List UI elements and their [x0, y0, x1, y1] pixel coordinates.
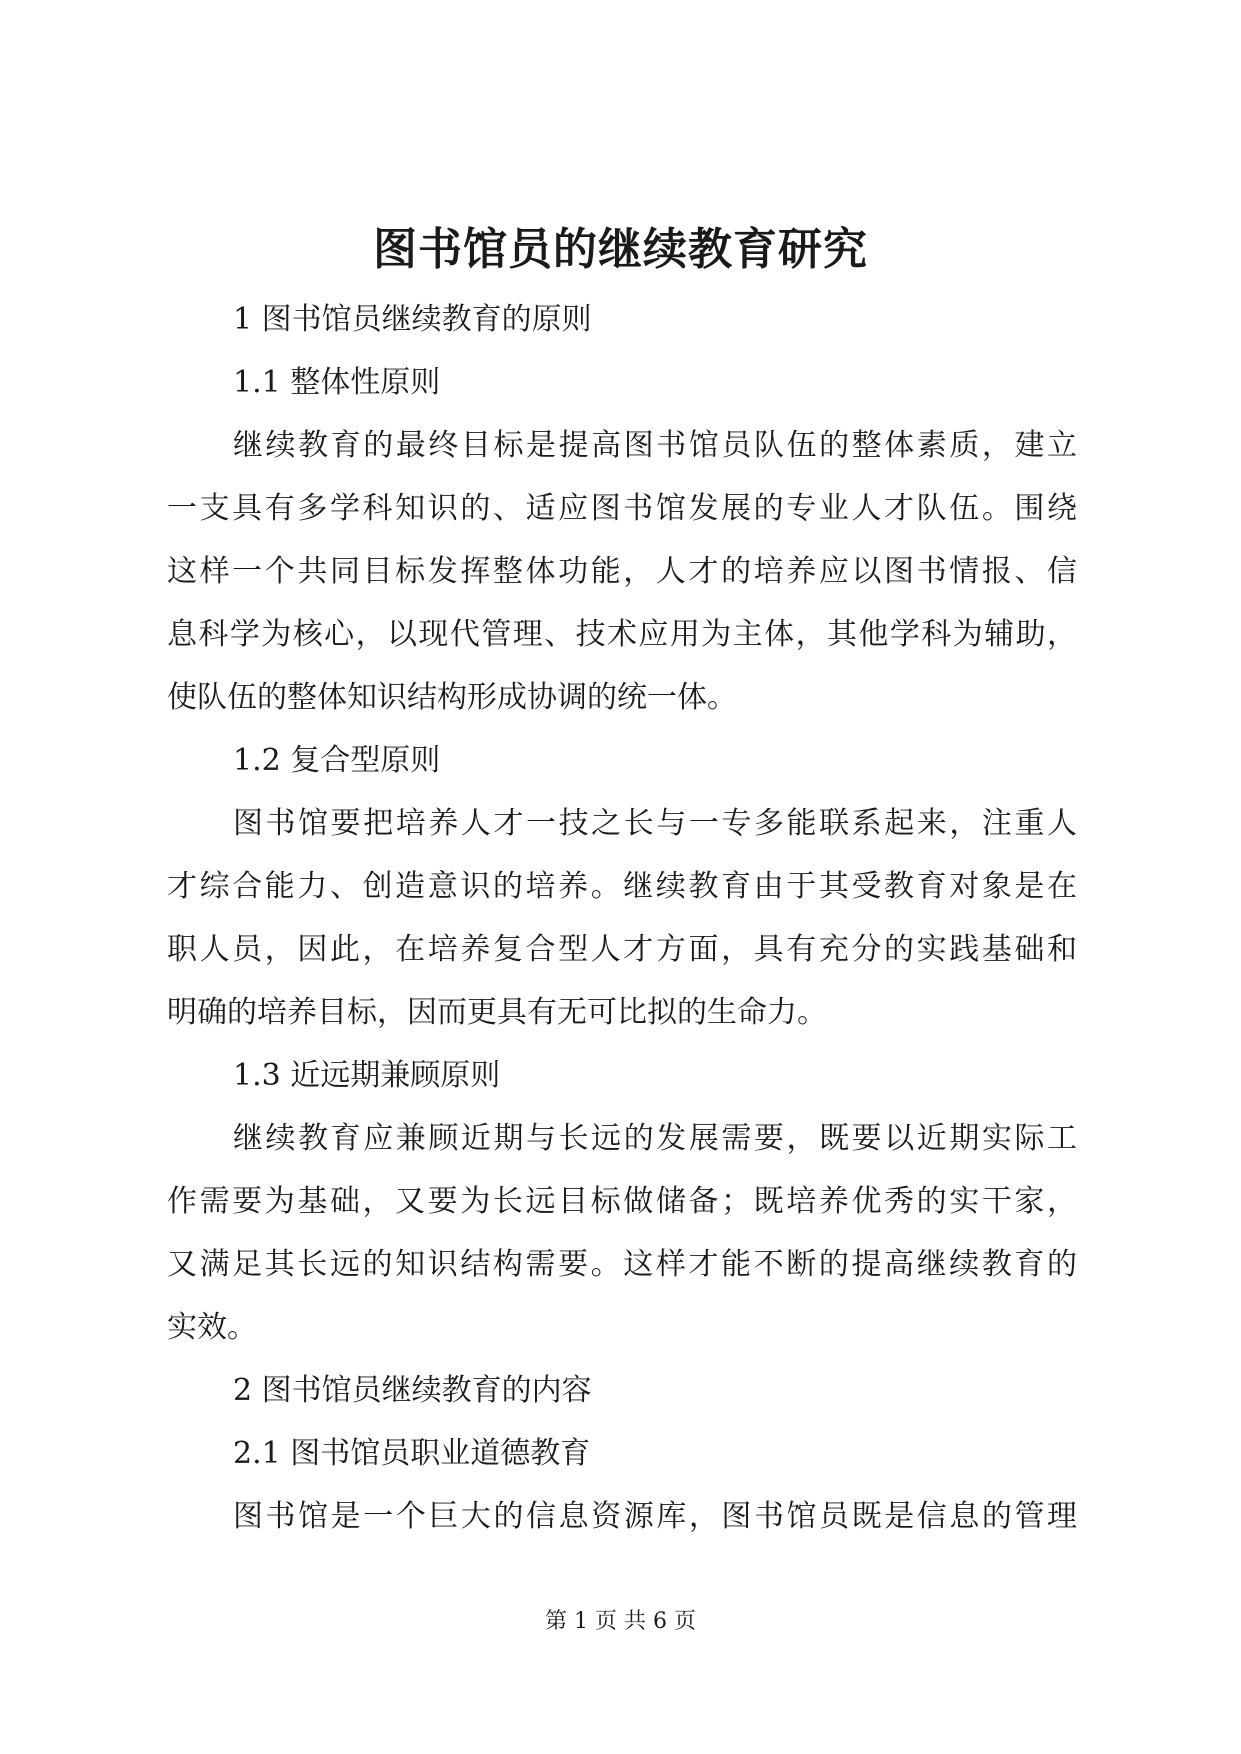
paragraph-line: 作需要为基础，又要为长远目标做储备；既培养优秀的实干家， [167, 1184, 1077, 1219]
paragraph-line: 继续教育的最终目标是提高图书馆员队伍的整体素质，建立 [233, 428, 1077, 463]
paragraph-line: 图书馆是一个巨大的信息资源库，图书馆员既是信息的管理 [233, 1499, 1077, 1534]
paragraph-line: 实效。 [167, 1310, 257, 1345]
paragraph-line: 这样一个共同目标发挥整体功能，人才的培养应以图书情报、信 [167, 554, 1077, 589]
paragraph-line: 明确的培养目标，因而更具有无可比拟的生命力。 [167, 995, 827, 1030]
page-footer: 第 1 页 共 6 页 [545, 1609, 696, 1634]
paragraph-line: 图书馆要把培养人才一技之长与一专多能联系起来，注重人 [233, 806, 1077, 841]
paragraph-line: 使队伍的整体知识结构形成协调的统一体。 [167, 680, 737, 715]
section-heading: 2 图书馆员继续教育的内容 [233, 1373, 592, 1408]
paragraph-line: 息科学为核心，以现代管理、技术应用为主体，其他学科为辅助， [167, 617, 1077, 652]
section-heading: 1 图书馆员继续教育的原则 [233, 302, 592, 337]
paragraph-line: 职人员，因此，在培养复合型人才方面，具有充分的实践基础和 [167, 932, 1077, 967]
document-title: 图书馆员的继续教育研究 [373, 224, 868, 275]
subsection-heading: 1.1 整体性原则 [233, 365, 441, 400]
paragraph-line: 一支具有多学科知识的、适应图书馆发展的专业人才队伍。围绕 [167, 491, 1077, 526]
document-body [167, 288, 1077, 1548]
paragraph-line: 又满足其长远的知识结构需要。这样才能不断的提高继续教育的 [167, 1247, 1077, 1282]
subsection-heading: 1.3 近远期兼顾原则 [233, 1058, 501, 1093]
paragraph-line: 继续教育应兼顾近期与长远的发展需要，既要以近期实际工 [233, 1121, 1077, 1156]
subsection-heading: 2.1 图书馆员职业道德教育 [233, 1436, 591, 1471]
subsection-heading: 1.2 复合型原则 [233, 743, 441, 778]
paragraph-line: 才综合能力、创造意识的培养。继续教育由于其受教育对象是在 [167, 869, 1077, 904]
